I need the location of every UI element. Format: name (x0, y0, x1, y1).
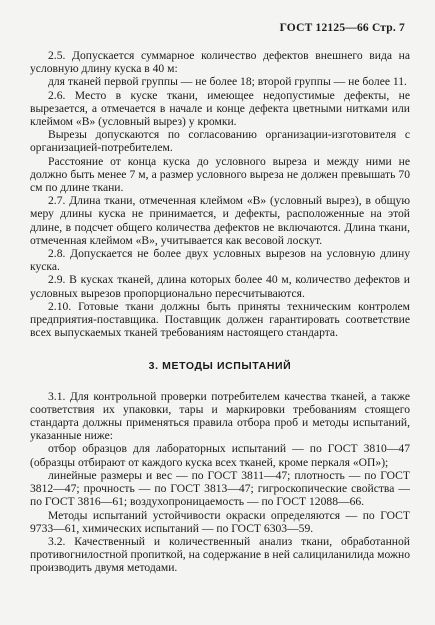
paragraph-2-7: 2.7. Длина ткани, отмеченная клеймом «В» (условный вырез), в общую меру длины куска не принимается, и дефекты, расположенные на этой длине, в подсчет общего количества дефектов не включаются. Длина ткани, отмеченная клеймом «В», учитывается как весовой лоскут. (30, 194, 410, 247)
paragraph-3-2: 3.2. Качественный и количественный анализ ткани, обработанной противогнилостной пропиткой, на содержание в ней салициланилида можно производить двумя методами. (30, 534, 410, 575)
paragraph-color-fastness: Методы испытаний устойчивости окраски определяются — по ГОСТ 9733—61, химических испытаний — по ГОСТ 6303—59. (30, 508, 410, 535)
paragraph-sampling: отбор образцов для лабораторных испытаний — по ГОСТ 3810—47 (образцы отбирают от каждого куска всех тканей, кроме перкаля «ОП»); (30, 442, 410, 469)
page-header: ГОСТ 12125—66 Стр. 7 (279, 22, 405, 34)
section-title: 3. МЕТОДЫ ИСПЫТАНИЙ (148, 360, 292, 373)
paragraph-cuts-agreement: Вырезы допускаются по согласованию организации-изготовителя с организацией-потребителем. (30, 128, 410, 155)
paragraph-2-5-groups: для тканей первой группы — не более 18; второй группы — не более 11. (48, 75, 407, 89)
paragraph-2-6: 2.6. Место в куске ткани, имеющее недопустимые дефекты, не вырезается, а отмечается в начале и конце дефекта цветными нитками или клеймом «В» (условный вырез) у кромки. (30, 88, 410, 129)
paragraph-2-10: 2.10. Готовые ткани должны быть приняты техническим контролем предприятия-поставщика. Поставщик должен гарантировать соответствие всех выпускаемых тканей требованиям настоящего стандарта. (30, 299, 410, 340)
paragraph-2-9: 2.9. В кусках тканей, длина которых более 40 м, количество дефектов и условных вырезов пропорционально пересчитываются. (30, 273, 410, 300)
paragraph-distance: Расстояние от конца куска до условного выреза и между ними не должно быть менее 7 м, а размер условного выреза не должен превышать 70 см по длине ткани. (30, 154, 410, 195)
paragraph-linear-sizes: линейные размеры и вес — по ГОСТ 3811—47; плотность — по ГОСТ 3812—47; прочность — по ГОСТ 3813—47; гигроскопические свойства — по ГОСТ 3816—61; воздухопроницаемость — по ГОСТ 12088—66. (30, 468, 410, 509)
paragraph-2-5: 2.5. Допускается суммарное количество дефектов внешнего вида на условную длину куска в 40 м: (30, 49, 410, 76)
paragraph-2-8: 2.8. Допускается не более двух условных вырезов на условную длину куска. (30, 247, 410, 274)
document-body (30, 49, 410, 575)
paragraph-3-1: 3.1. Для контрольной проверки потребителем качества тканей, а также соответствия их упаковки, тары и маркировки требованиям стоящего стандарта должны применяться правила отбора проб и методы испытаний, указанные ниже: (30, 389, 410, 443)
